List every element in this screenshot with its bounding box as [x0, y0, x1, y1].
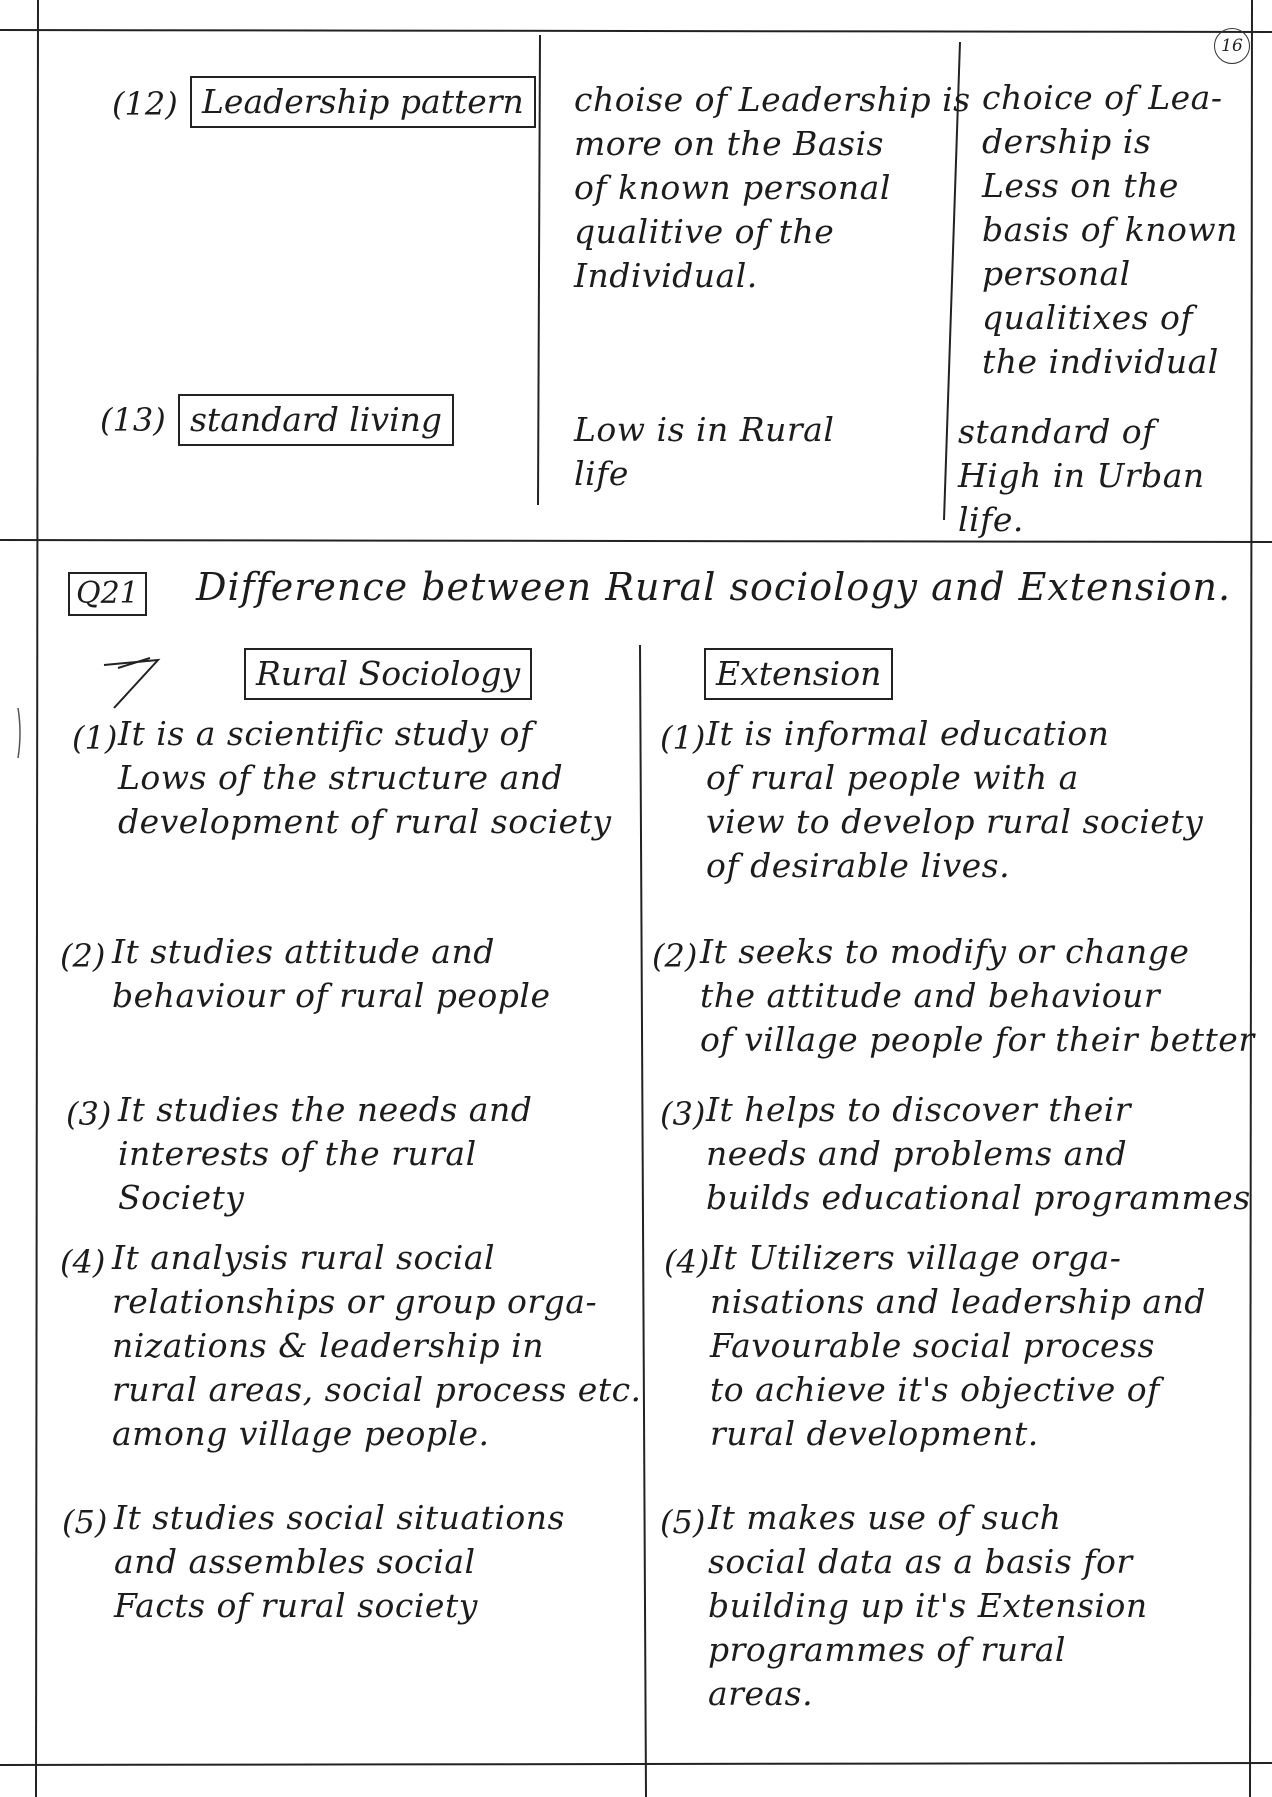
point-number: (3)	[660, 1095, 706, 1133]
row-label-box: standard living	[178, 394, 454, 446]
extension-point: It helps to discover their needs and problems and builds educational programmes	[706, 1090, 1251, 1217]
urban-cell: standard of High in Urban life.	[958, 412, 1205, 539]
point-number: (1)	[72, 719, 118, 757]
point-number: (2)	[652, 937, 698, 975]
extension-point: It Utilizers village orga- nisations and leadership and Favourable social process to achieve it's objective of rural development.	[710, 1238, 1206, 1453]
point-number: (3)	[66, 1095, 112, 1133]
row-number: (12)	[112, 85, 178, 123]
extension-point: It seeks to modify or change the attitude and behaviour of village people for their better	[700, 932, 1255, 1059]
question-label: Q21	[68, 572, 147, 616]
rural-cell: Low is in Rural life	[574, 410, 835, 493]
row-number: (13)	[100, 401, 166, 439]
question-title: Difference between Rural sociology and Extension.	[196, 565, 1232, 609]
point-number: (5)	[660, 1503, 706, 1541]
column-header-rural-sociology: Rural Sociology	[244, 648, 532, 700]
extension-point: It is informal education of rural people with a view to develop rural society of desirable lives.	[706, 714, 1204, 885]
point-number: (1)	[660, 719, 706, 757]
point-number: (5)	[62, 1503, 108, 1541]
row-label-box: Leadership pattern	[190, 76, 536, 128]
point-number: (2)	[60, 937, 106, 975]
column-header-extension: Extension	[704, 648, 893, 700]
rural-sociology-point: It studies attitude and behaviour of rural people	[112, 932, 551, 1015]
rural-sociology-point: It studies social situations and assembles social Facts of rural society	[114, 1498, 565, 1625]
urban-cell: choice of Lea- dership is Less on the basis of known personal qualitixes of the individual	[982, 78, 1238, 381]
page-number: 16	[1214, 28, 1250, 64]
extension-point: It makes use of such social data as a basis for building up it's Extension programmes of rural areas.	[708, 1498, 1148, 1713]
point-number: (4)	[60, 1243, 106, 1281]
rural-cell: choise of Leadership is more on the Basis of known personal qualitive of the Individual.	[574, 80, 971, 295]
point-number: (4)	[664, 1243, 710, 1281]
rural-sociology-point: It is a scientific study of Lows of the structure and development of rural society	[118, 714, 612, 841]
rural-sociology-point: It analysis rural social relationships or group orga- nizations & leadership in rural areas, social process etc. among village people.	[112, 1238, 642, 1453]
rural-sociology-point: It studies the needs and interests of the rural Society	[118, 1090, 533, 1217]
